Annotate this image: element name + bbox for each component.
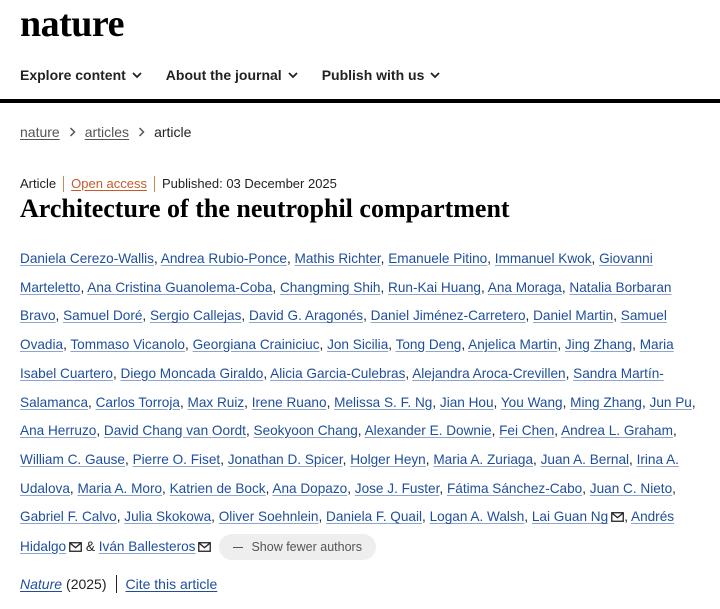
cite-this-article-link[interactable]: Cite this article — [125, 576, 218, 592]
author-link[interactable]: Lai Guan Ng — [531, 509, 609, 525]
author-link[interactable]: Giovanni Marteletto — [20, 251, 653, 295]
author-link[interactable]: Logan A. Walsh — [429, 509, 525, 525]
chevron-right-icon — [138, 127, 145, 137]
author-link[interactable]: Jonathan D. Spicer — [227, 451, 343, 467]
author-link[interactable]: Tommaso Vicanolo — [70, 337, 185, 353]
author-link[interactable]: Iván Ballesteros — [98, 539, 196, 555]
citation-year: (2025) — [66, 576, 107, 592]
journal-link[interactable]: Nature — [20, 576, 63, 592]
breadcrumb-nature[interactable]: nature — [20, 124, 60, 140]
nav-publish-with-us[interactable] — [322, 66, 441, 84]
author-link[interactable]: Carlos Torroja — [95, 394, 180, 410]
author-link[interactable]: Katrien de Bock — [169, 480, 266, 496]
breadcrumb-articles[interactable]: articles — [84, 124, 130, 140]
chevron-down-icon — [288, 72, 298, 79]
author-link[interactable]: Alexander E. Downie — [364, 423, 492, 439]
author-link[interactable]: Jon Sicilia — [327, 337, 389, 353]
minus-icon — [233, 547, 243, 549]
nav-explore-content[interactable] — [20, 66, 142, 84]
nav-about-journal[interactable] — [166, 66, 298, 84]
author-link[interactable]: Run-Kai Huang — [388, 279, 481, 295]
author-link[interactable]: Max Ruiz — [187, 394, 245, 410]
nav-publish-with-us-label: Publish with us — [321, 67, 425, 83]
author-link[interactable]: Samuel Doré — [63, 308, 143, 324]
show-fewer-authors-label: Show fewer authors — [251, 540, 362, 555]
author-link[interactable]: Juan A. Bernal — [540, 451, 630, 467]
author-link[interactable]: Melissa S. F. Ng — [334, 394, 433, 410]
breadcrumb-current: article — [154, 124, 192, 140]
header-divider — [0, 99, 720, 103]
chevron-right-icon — [69, 127, 76, 137]
author-link[interactable]: Daniel Martin — [533, 308, 614, 324]
author-link[interactable]: Fei Chen — [499, 423, 555, 439]
author-link[interactable]: David G. Aragonés — [248, 308, 364, 324]
author-link[interactable]: Maria A. Moro — [77, 480, 163, 496]
author-link[interactable]: Alejandra Aroca-Crevillen — [412, 365, 566, 381]
author-link[interactable]: Mathis Richter — [294, 251, 381, 266]
meta-divider — [63, 176, 64, 192]
author-link[interactable]: Daniela F. Quail — [326, 509, 423, 525]
envelope-icon[interactable] — [198, 534, 211, 563]
author-link[interactable]: You Wang — [500, 394, 563, 410]
author-link[interactable]: Ana Dopazo — [272, 480, 348, 496]
author-link[interactable]: Samuel Ovadia — [20, 308, 667, 353]
author-link[interactable]: Andrea L. Graham — [561, 423, 673, 439]
author-link[interactable]: Seokyoon Chang — [253, 423, 358, 439]
published-date: Published: 03 December 2025 — [162, 176, 337, 191]
article-meta — [20, 175, 337, 193]
nav-explore-content-label: Explore content — [20, 67, 126, 83]
nav-about-journal-label: About the journal — [165, 67, 282, 83]
chevron-down-icon — [430, 72, 440, 79]
author-link[interactable]: William C. Gause — [20, 451, 125, 467]
author-link[interactable]: Emanuele Pitino — [388, 251, 488, 266]
show-fewer-authors-button[interactable] — [219, 534, 375, 560]
author-link[interactable]: Ming Zhang — [570, 394, 642, 410]
chevron-down-icon — [132, 72, 142, 79]
breadcrumb — [20, 123, 191, 141]
author-link[interactable]: Andrés Hidalgo — [20, 509, 675, 555]
author-link[interactable]: Julia Skokowa — [124, 509, 212, 525]
author-link[interactable]: Maria A. Zuriaga — [433, 451, 534, 467]
author-link[interactable]: Anjelica Martin — [468, 337, 558, 353]
meta-divider — [154, 176, 155, 192]
author-link[interactable]: Alicia Garcia-Culebras — [270, 365, 406, 381]
open-access-link[interactable]: Open access — [71, 176, 147, 191]
author-link[interactable]: Holger Heyn — [350, 451, 426, 467]
nature-logo[interactable]: nature — [20, 3, 124, 45]
author-link[interactable]: Pierre O. Fiset — [132, 451, 221, 467]
author-link[interactable]: Irina A. Udalova — [20, 451, 679, 496]
author-link[interactable]: Immanuel Kwok — [494, 251, 592, 266]
author-link[interactable]: Sandra Martín-Salamanca — [20, 365, 664, 410]
author-ampersand: & — [85, 539, 95, 555]
envelope-icon[interactable] — [69, 534, 82, 563]
citation-divider — [116, 575, 117, 593]
article-type: Article — [20, 176, 57, 191]
citation-bar — [20, 575, 217, 593]
author-link[interactable]: David Chang van Oordt — [103, 423, 246, 439]
author-link[interactable]: Ana Moraga — [487, 279, 562, 295]
author-link[interactable]: Natalia Borbaran Bravo — [20, 279, 672, 324]
author-link[interactable]: Jun Pu — [649, 394, 692, 410]
author-link[interactable]: Gabriel F. Calvo — [20, 509, 117, 525]
main-nav — [20, 66, 464, 84]
article-title: Architecture of the neutrophil compartment — [20, 194, 510, 223]
author-link[interactable]: Oliver Soehnlein — [218, 509, 319, 525]
author-link[interactable]: Ana Cristina Guanolema-Coba — [87, 279, 273, 295]
author-link[interactable]: Jose J. Fuster — [354, 480, 440, 496]
author-link[interactable]: Andrea Rubio-Ponce — [160, 251, 287, 266]
author-link[interactable]: Diego Moncada Giraldo — [120, 365, 264, 381]
author-link[interactable]: Ana Herruzo — [20, 423, 97, 439]
author-link[interactable]: Tong Deng — [395, 337, 462, 353]
author-list: Daniela Cerezo-Wallis, Andrea Rubio-Ponce, Mathis Richter, Emanuele Pitino, Immanuel Kwok, Giovanni Marteletto, Ana Cristina Guanolema-Coba, Changming Shih, Run-Kai Huang, Ana Moraga, Natalia Borbaran Bravo, Samuel Doré, Sergio Callejas, David G. Aragonés, Daniel Jiménez-Carretero, Daniel Martin, Samuel Ovadia, Tommaso Vicanolo, Georgiana Crainiciuc, Jon Sicilia, Tong Deng, Anjelica Martin, Jing Zhang, Maria Isabel Cuartero, Diego Moncada Giraldo, Alicia Garcia-Culebras, Alejandra Aroca-Crevillen, Sandra Martín-Salamanca, Carlos Torroja, Max Ruiz, Irene Ruano, Melissa S. F. Ng, Jian Hou, You Wang, Ming Zhang, Jun Pu, Ana Herruzo, David Chang van Oordt, Seokyoon Chang, Alexander E. Downie, Fei Chen, Andrea L. Graham, William C. Gause, Pierre O. Fiset, Jonathan D. Spicer, Holger Heyn, Maria A. Zuriaga, Juan A. Bernal, Irina A. Udalova, Maria A. Moro, Katrien de Bock, Ana Dopazo, Jose J. Fuster, Fátima Sánchez-Cabo, Juan C. Nieto, Gabriel F. Calvo, Julia Skokowa, Oliver Soehnlein, Daniela F. Quail, Logan A. Walsh, Lai Guan Ng , Andrés Hidalgo & Iván Ballesteros Show fewer authors — [20, 245, 710, 563]
author-link[interactable]: Fátima Sánchez-Cabo — [446, 480, 583, 496]
author-link[interactable]: Jian Hou — [439, 394, 494, 410]
author-link[interactable]: Daniela Cerezo-Wallis — [20, 251, 154, 266]
author-link[interactable]: Irene Ruano — [251, 394, 327, 410]
author-link[interactable]: Maria Isabel Cuartero — [20, 337, 674, 381]
author-link[interactable]: Jing Zhang — [564, 337, 633, 353]
author-link[interactable]: Georgiana Crainiciuc — [192, 337, 320, 353]
author-link[interactable]: Juan C. Nieto — [589, 480, 673, 496]
envelope-icon[interactable] — [611, 504, 624, 533]
author-link[interactable]: Changming Shih — [279, 279, 381, 295]
author-link[interactable]: Sergio Callejas — [149, 308, 242, 324]
author-link[interactable]: Daniel Jiménez-Carretero — [370, 308, 526, 324]
